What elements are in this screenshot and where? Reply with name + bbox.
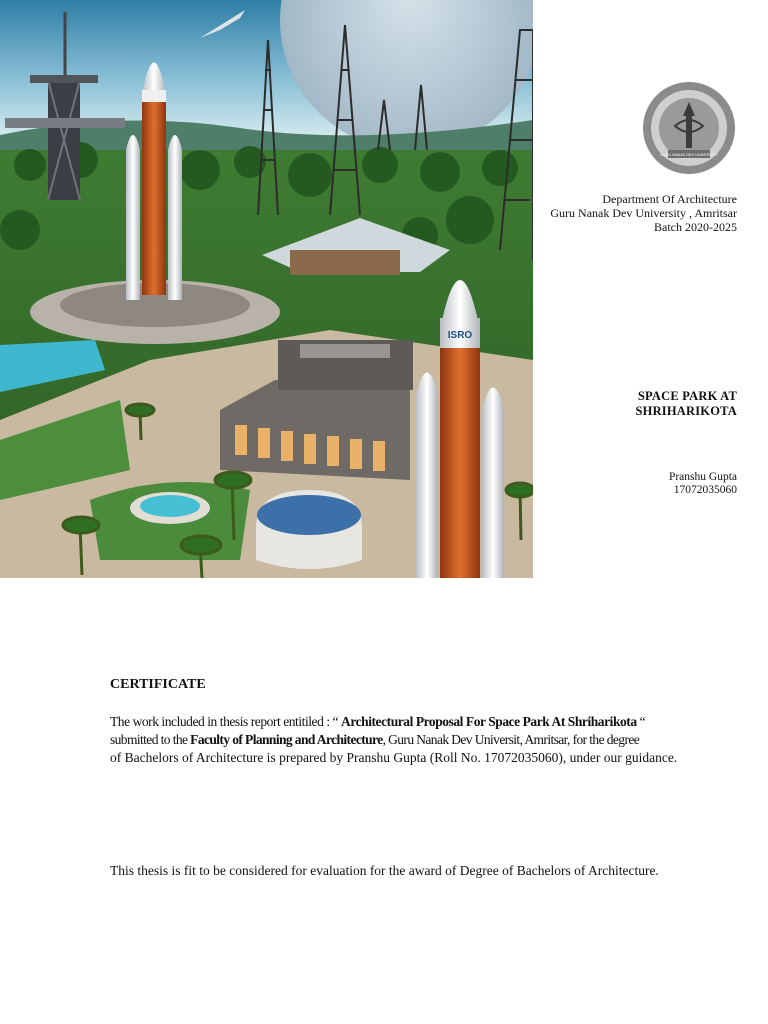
certificate-line-1: [110, 713, 760, 731]
project-title-line2: SHRIHARIKOTA: [635, 404, 737, 418]
thesis-title: Architectural Proposal For Space Park At Shriharikota: [341, 714, 637, 729]
fit-statement: This thesis is fit to be considered for evaluation for the award of Degree of Bachelors of Architecture.: [110, 863, 659, 878]
certificate-line-1-pre: The work included in thesis report entitiled : “: [110, 714, 342, 729]
project-title: [636, 389, 738, 419]
department-block: [550, 192, 737, 234]
cover-image: [0, 0, 533, 578]
certificate-line-2-pre: submitted to the: [110, 732, 191, 747]
certificate-line-2-post: , Guru Nanak Dev Universit, Amritsar, for the degree: [382, 732, 640, 747]
certificate-body: [110, 713, 760, 767]
batch: Batch 2020-2025: [654, 220, 737, 234]
certificate-line-3: of Bachelors of Architecture is prepared by Pranshu Gupta (Roll No. 17072035060), under our guidance.: [110, 750, 678, 765]
certificate-line-1-post: “: [636, 714, 646, 729]
certificate-line-2: [110, 731, 760, 749]
author-block: [669, 471, 737, 497]
faculty-name: Faculty of Planning and Architecture: [190, 732, 383, 747]
project-title-line1: SPACE PARK AT: [637, 389, 737, 403]
university-logo: [640, 76, 738, 180]
author-roll: 17072035060: [673, 484, 737, 496]
university-name: Guru Nanak Dev University , Amritsar: [550, 206, 737, 220]
logo-text: GURU NANAK DEV UNIVERSITY: [659, 153, 719, 157]
department-name: Department Of Architecture: [602, 192, 737, 206]
rocket-label: ISRO: [447, 330, 473, 341]
author-name: Pranshu Gupta: [668, 471, 737, 483]
certificate-heading: CERTIFICATE: [110, 677, 206, 692]
